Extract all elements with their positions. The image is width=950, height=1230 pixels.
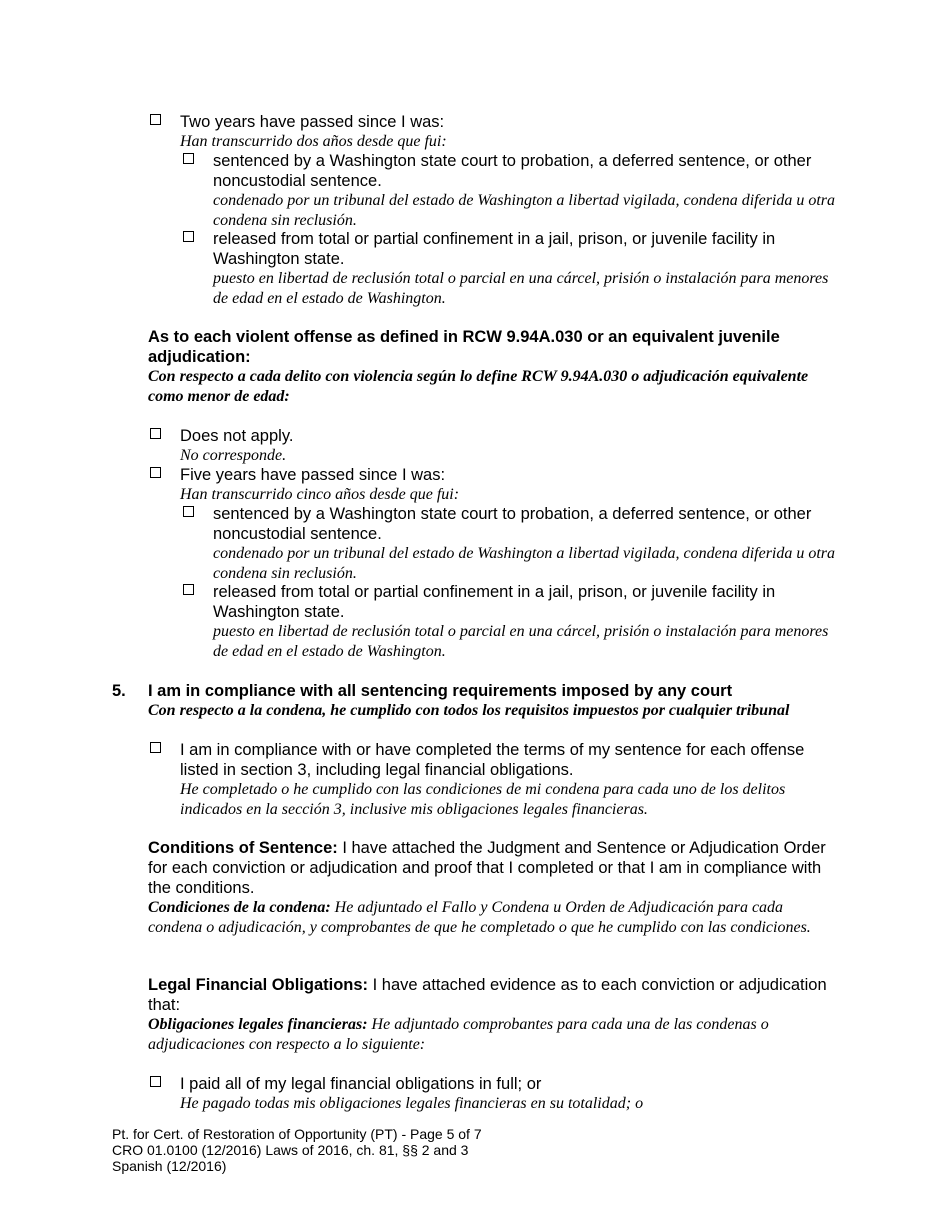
lfo-es	[148, 1015, 838, 1054]
checkbox-two-years[interactable]	[150, 114, 161, 125]
lfo-en	[148, 975, 838, 1015]
section-5-heading-en: I am in compliance with all sentencing requirements imposed by any court	[148, 682, 733, 700]
checkbox-two-years-released[interactable]	[183, 231, 194, 242]
conditions-label-es: Condiciones de la condena:	[148, 899, 331, 916]
checkbox-does-not-apply[interactable]	[150, 428, 161, 439]
two-years-released-label: released from total or partial confinement in a jail, prison, or juvenile facility in Washington state.	[213, 230, 776, 268]
conditions-text: I have attached the Judgment and Sentence or Adjudication Order for each conviction or adjudication and proof that I completed or that I am in compliance with the conditions.	[148, 839, 826, 897]
five-years-label-es: Han transcurrido cinco años desde que fui:	[180, 486, 460, 503]
five-years-label: Five years have passed since I was:	[180, 466, 446, 484]
five-years-released-item	[213, 582, 843, 661]
two-years-sentenced-label-es: condenado por un tribunal del estado de Washington a libertad vigilada, condena diferida u otra condena sin reclusión.	[213, 192, 836, 229]
five-years-released-label-es: puesto en libertad de reclusión total o parcial en una cárcel, prisión o instalación para menores de edad en el estado de Washington.	[213, 623, 829, 660]
checkbox-compliance[interactable]	[150, 742, 161, 753]
five-years-item	[180, 465, 840, 505]
footer-form-number: CRO 01.0100 (12/2016) Laws of 2016, ch. 81, §§ 2 and 3	[112, 1142, 469, 1158]
footer-form-title: Pt. for Cert. of Restoration of Opportunity (PT) - Page 5 of 7	[112, 1126, 482, 1142]
compliance-label-es: He completado o he cumplido con las condiciones de mi condena para cada uno de los delitos indicados en la sección 3, inclusive mis obligaciones legales financieras.	[180, 781, 786, 818]
conditions-es	[148, 898, 838, 937]
violent-offense-heading-es: Con respecto a cada delito con violencia según lo define RCW 9.94A.030 o adjudicación equivalente como menor de edad:	[148, 368, 809, 405]
violent-offense-heading-en: As to each violent offense as defined in RCW 9.94A.030 or an equivalent juvenile adjudication:	[148, 328, 780, 366]
checkbox-five-years[interactable]	[150, 467, 161, 478]
conditions-text-es: He adjuntado el Fallo y Condena u Orden de Adjudicación para cada condena o adjudicación, y comprobantes de que he completado o que he cumplido con las condiciones.	[148, 899, 811, 936]
section-5-heading-es: Con respecto a la condena, he cumplido con todos los requisitos impuestos por cualquier tribunal	[148, 702, 790, 719]
does-not-apply-label-es: No corresponde.	[180, 447, 287, 464]
lfo-text-es: He adjuntado comprobantes para cada una de las condenas o adjudicaciones con respecto a lo siguiente:	[148, 1016, 769, 1053]
five-years-sentenced-label: sentenced by a Washington state court to probation, a deferred sentence, or other noncustodial sentence.	[213, 505, 812, 543]
five-years-sentenced-item	[213, 504, 843, 583]
two-years-item	[180, 112, 840, 152]
paid-in-full-label-es: He pagado todas mis obligaciones legales financieras en su totalidad; o	[180, 1095, 644, 1112]
lfo-text: I have attached evidence as to each conviction or adjudication that:	[148, 976, 827, 1014]
two-years-label: Two years have passed since I was:	[180, 113, 445, 131]
checkbox-five-years-released[interactable]	[183, 584, 194, 595]
checkbox-two-years-sentenced[interactable]	[183, 153, 194, 164]
two-years-released-label-es: puesto en libertad de reclusión total o parcial en una cárcel, prisión o instalación para menores de edad en el estado de Washington.	[213, 270, 829, 307]
checkbox-five-years-sentenced[interactable]	[183, 506, 194, 517]
paid-in-full-item	[180, 1074, 840, 1114]
does-not-apply-label: Does not apply.	[180, 427, 294, 445]
paid-in-full-label: I paid all of my legal financial obligations in full; or	[180, 1075, 542, 1093]
section-5-number: 5.	[112, 682, 126, 700]
five-years-sentenced-label-es: condenado por un tribunal del estado de Washington a libertad vigilada, condena diferida u otra condena sin reclusión.	[213, 545, 836, 582]
five-years-released-label: released from total or partial confinement in a jail, prison, or juvenile facility in Washington state.	[213, 583, 776, 621]
legal-financial-obligations	[148, 975, 838, 1054]
conditions-en	[148, 838, 838, 898]
compliance-label: I am in compliance with or have completed the terms of my sentence for each offense listed in section 3, including legal financial obligations.	[180, 741, 805, 779]
violent-offense-heading	[148, 327, 828, 406]
does-not-apply-item	[180, 426, 840, 466]
lfo-label: Legal Financial Obligations:	[148, 976, 369, 994]
lfo-label-es: Obligaciones legales financieras:	[148, 1016, 368, 1033]
checkbox-paid-in-full[interactable]	[150, 1076, 161, 1087]
two-years-sentenced-item	[213, 151, 843, 230]
compliance-item	[180, 740, 840, 819]
two-years-sentenced-label: sentenced by a Washington state court to probation, a deferred sentence, or other noncustodial sentence.	[213, 152, 812, 190]
footer-language: Spanish (12/2016)	[112, 1158, 227, 1174]
conditions-of-sentence	[148, 838, 838, 937]
two-years-released-item	[213, 229, 843, 308]
conditions-label: Conditions of Sentence:	[148, 839, 338, 857]
two-years-label-es: Han transcurrido dos años desde que fui:	[180, 133, 447, 150]
section-5-heading	[148, 681, 848, 721]
